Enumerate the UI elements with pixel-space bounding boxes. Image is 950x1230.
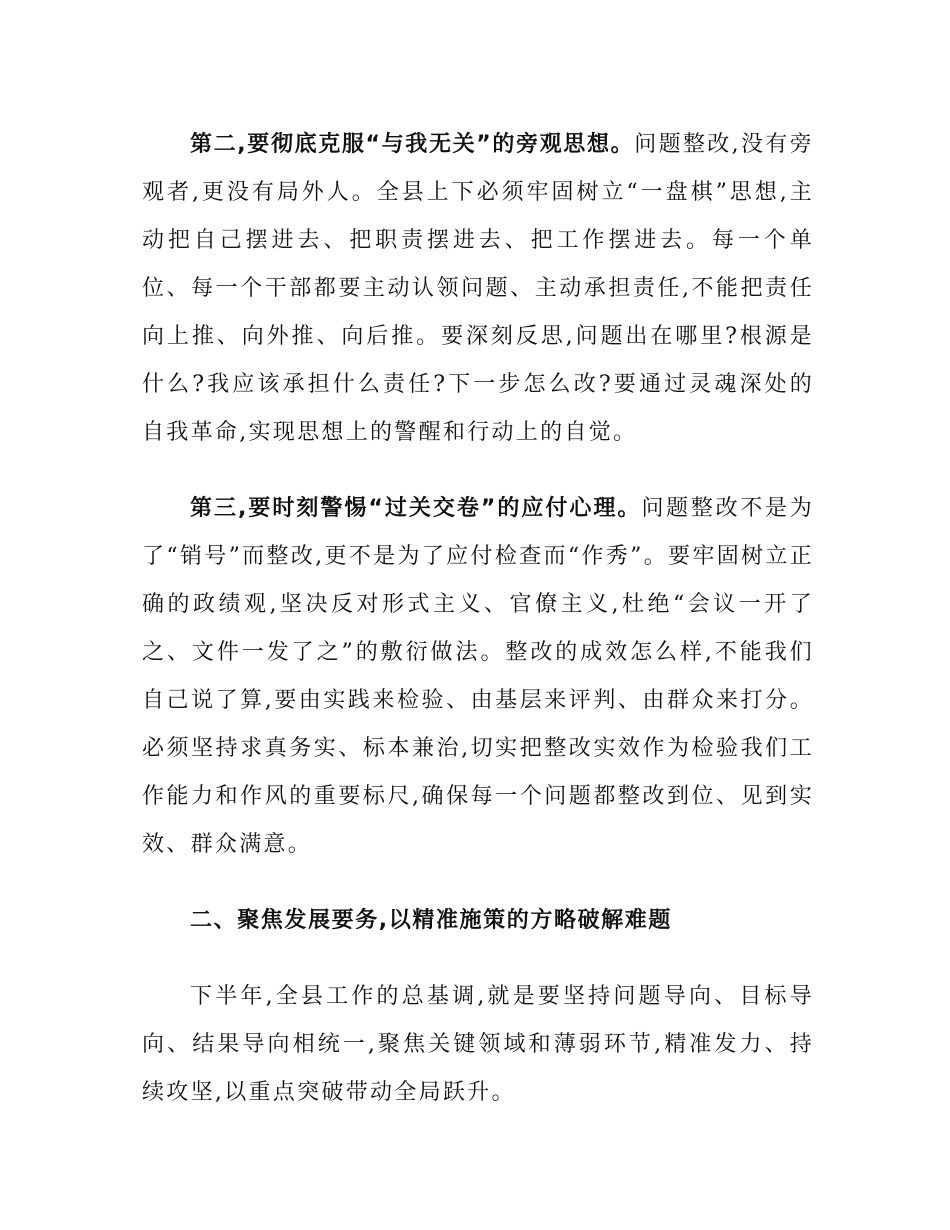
paragraph-second-point [142, 121, 814, 457]
paragraph-section-intro: 下半年,全县工作的总基调,就是要坚持问题导向、目标导向、结果导向相统一,聚焦关键领域和薄弱环节,精准发力、持续攻坚,以重点突破带动全局跃升。 [142, 984, 814, 1105]
section-heading: 二、聚焦发展要务,以精准施策的方略破解难题 [190, 908, 672, 933]
paragraph-lead-third: 第三,要时刻警惕“过关交卷”的应付心理。 [190, 496, 642, 521]
paragraph-body-third: 问题整改不是为了“销号”而整改,更不是为了应付检查而“作秀”。要牢固树立正确的政绩观,坚决反对形式主义、官僚主义,杜绝“会议一开了之、文件一发了之”的敷衍做法。整改的成效怎么样,不能我们自己说了算,要由实践来检验、由基层来评判、由群众来打分。必须坚持求真务实、标本兼治,切实把整改实效作为检验我们工作能力和作风的重要标尺,确保每一个问题都整改到位、见到实效、群众满意。 [142, 496, 815, 857]
document-body [142, 121, 814, 1117]
paragraph-spacer [142, 945, 814, 973]
paragraph-spacer [142, 457, 814, 485]
paragraph-third-point [142, 485, 814, 869]
paragraph-body-second: 问题整改,没有旁观者,更没有局外人。全县上下必须牢固树立“一盘棋”思想,主动把自己摆进去、把职责摆进去、把工作摆进去。每一个单位、每一个干部都要主动认领问题、主动承担责任,不能把责任向上推、向外推、向后推。要深刻反思,问题出在哪里?根源是什么?我应该承担什么责任?下一步怎么改?要通过灵魂深处的自我革命,实现思想上的警醒和行动上的自觉。 [142, 132, 814, 445]
paragraph-lead-second: 第二,要彻底克服“与我无关”的旁观思想。 [190, 132, 635, 157]
paragraph-spacer [142, 869, 814, 897]
